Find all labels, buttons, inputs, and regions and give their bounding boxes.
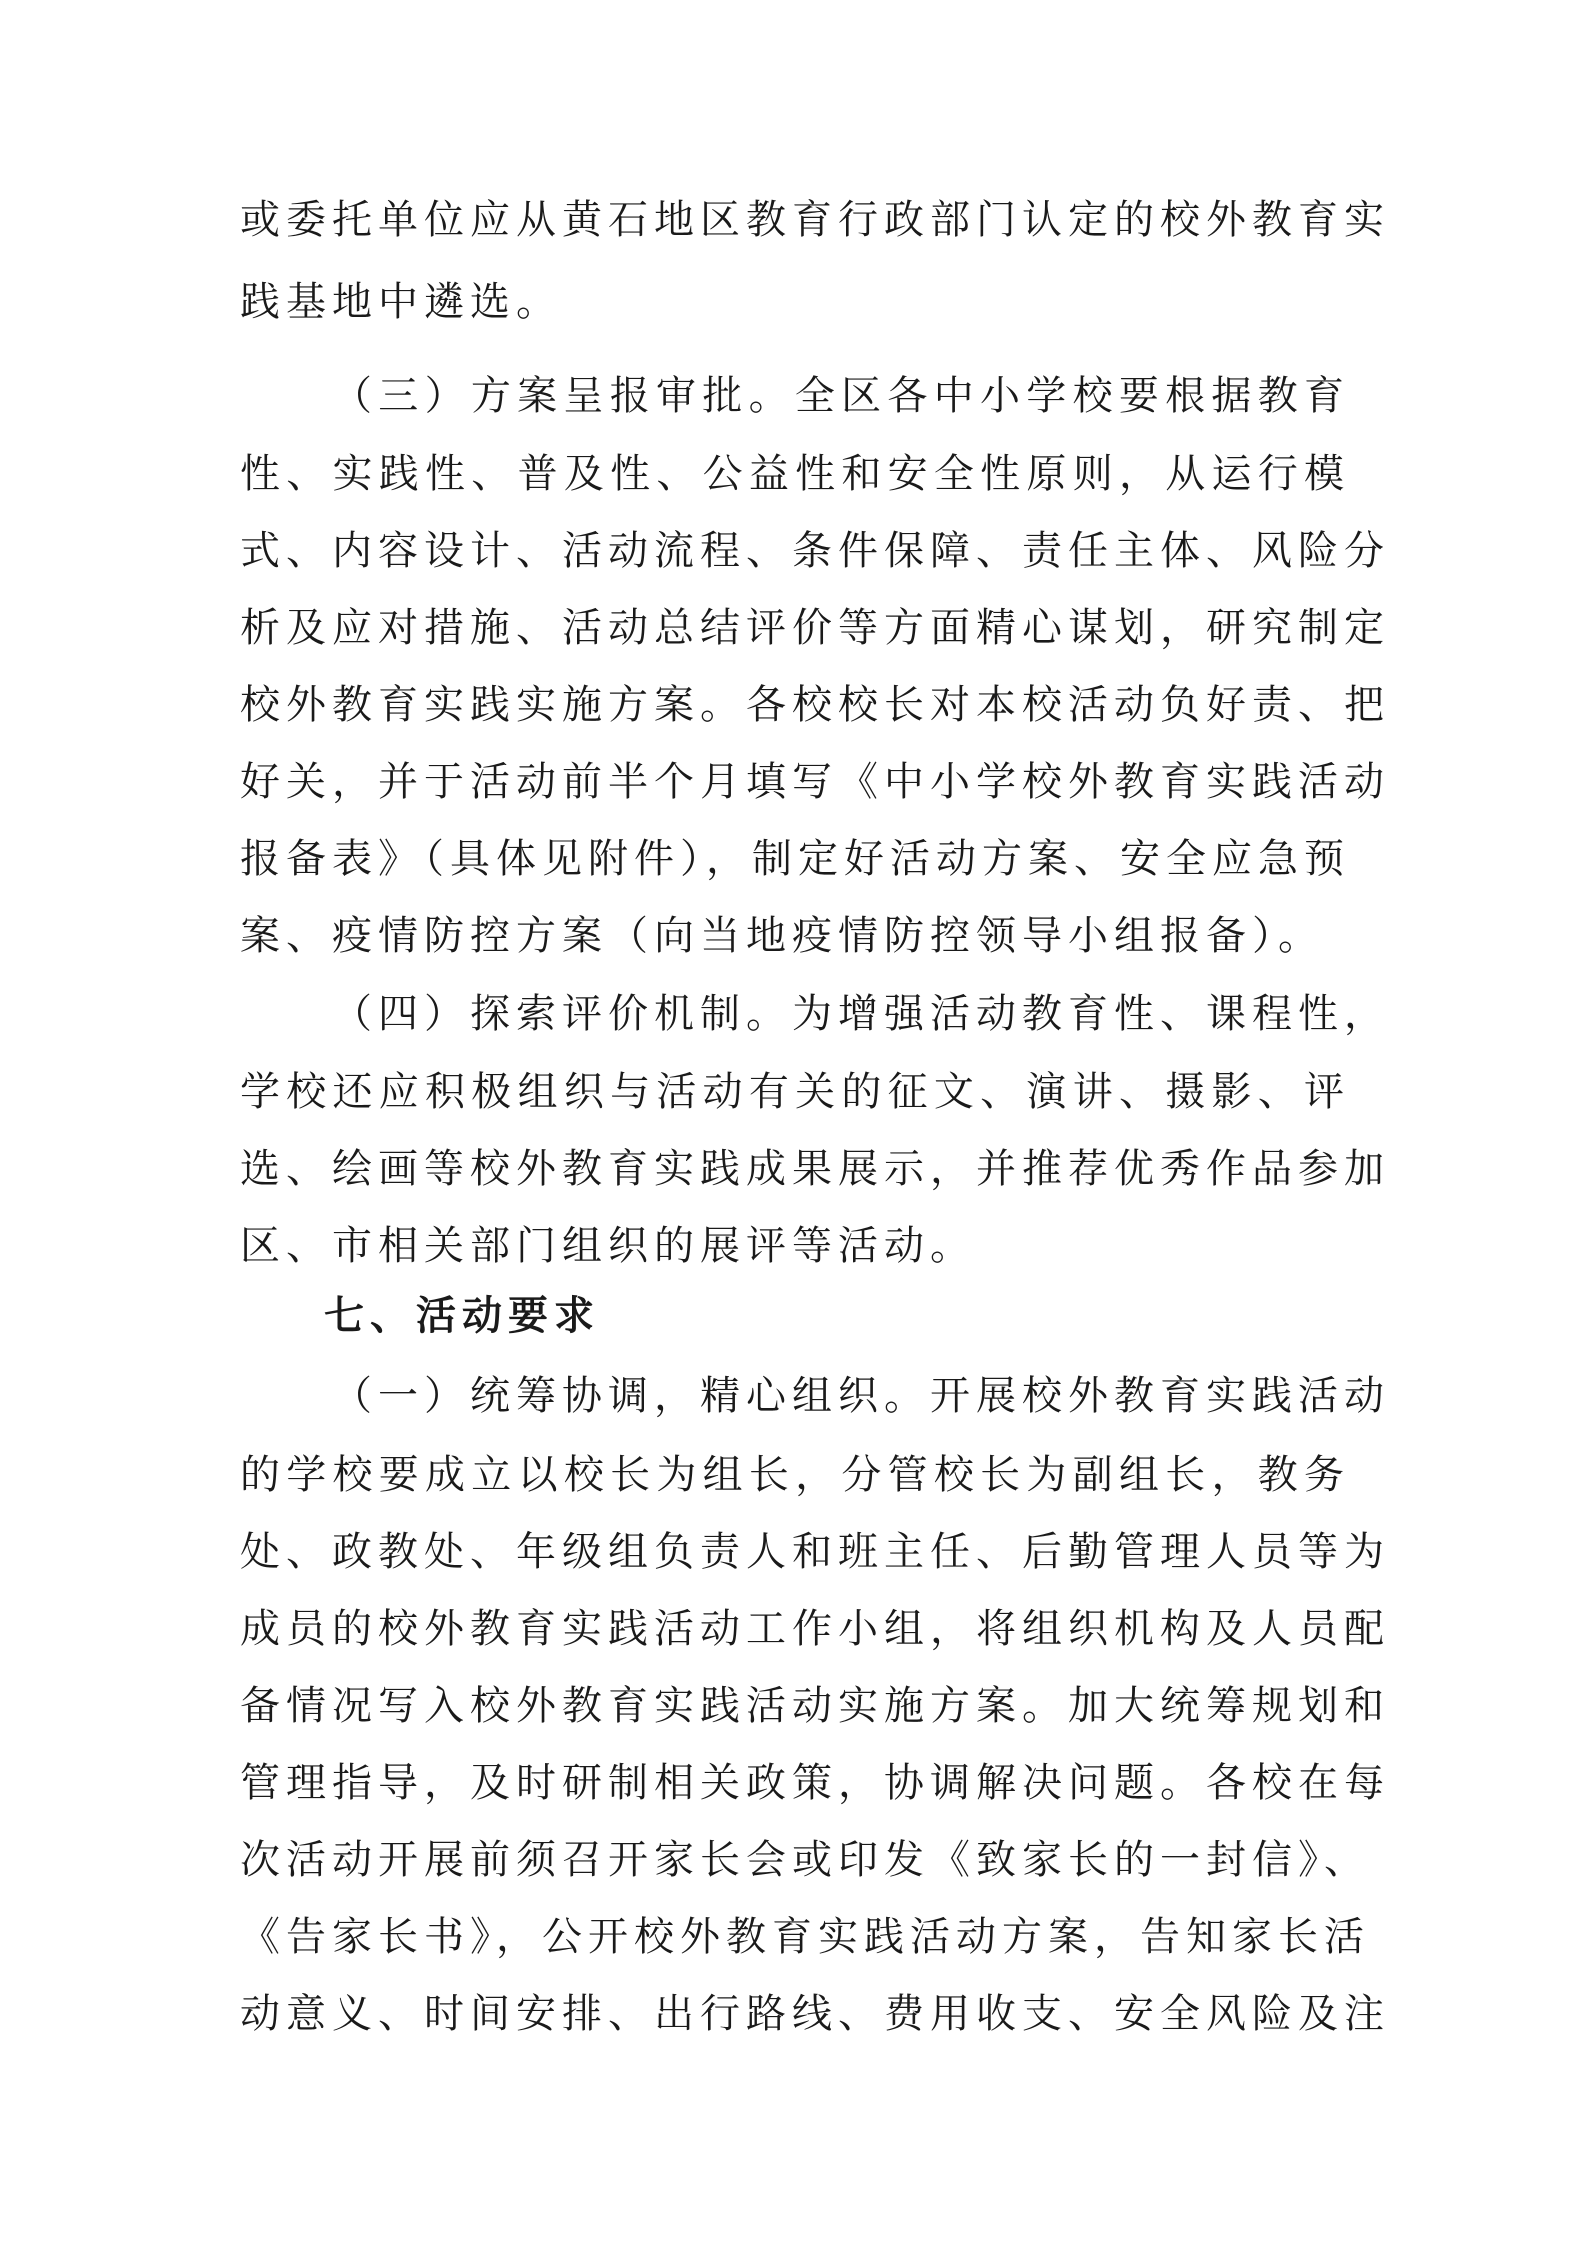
text-line: 的学校要成立以校长为组长，分管校长为副组长，教务: [240, 1452, 1350, 1498]
section-heading-seven: 七、活动要求: [324, 1293, 600, 1339]
text-line: 备情况写入校外教育实践活动实施方案。加大统筹规划和: [240, 1683, 1390, 1729]
section-three-lead: （三）方案呈报审批。全区各中小学校要根据教育: [332, 373, 1350, 419]
text-line: 性、实践性、普及性、公益性和安全性原则，从运行模: [240, 451, 1350, 497]
text-line: 选、绘画等校外教育实践成果展示，并推荐优秀作品参加: [240, 1146, 1390, 1192]
text-line: 或委托单位应从黄石地区教育行政部门认定的校外教育实: [240, 197, 1390, 243]
text-line: 处、政教处、年级组负责人和班主任、后勤管理人员等为: [240, 1529, 1390, 1575]
section-four-lead: （四）探索评价机制。为增强活动教育性、课程性，: [332, 991, 1390, 1037]
text-line: 析及应对措施、活动总结评价等方面精心谋划，研究制定: [240, 605, 1390, 651]
text-line: 案、疫情防控方案（向当地疫情防控领导小组报备）。: [240, 913, 1324, 959]
text-line: 区、市相关部门组织的展评等活动。: [240, 1223, 976, 1269]
text-line: 成员的校外教育实践活动工作小组，将组织机构及人员配: [240, 1606, 1390, 1652]
text-line: 校外教育实践实施方案。各校校长对本校活动负好责、把: [240, 682, 1390, 728]
text-line: 次活动开展前须召开家长会或印发《致家长的一封信》、: [240, 1837, 1370, 1883]
subsection-one-lead: （一）统筹协调，精心组织。开展校外教育实践活动: [332, 1373, 1390, 1419]
text-line: 学校还应积极组织与活动有关的征文、演讲、摄影、评: [240, 1069, 1350, 1115]
text-line: 报备表》（具体见附件），制定好活动方案、安全应急预: [240, 836, 1350, 882]
text-line: 好关，并于活动前半个月填写《中小学校外教育实践活动: [240, 759, 1390, 805]
text-line: 《告家长书》，公开校外教育实践活动方案，告知家长活: [240, 1914, 1370, 1960]
text-line: 动意义、时间安排、出行路线、费用收支、安全风险及注: [240, 1991, 1390, 2037]
text-line: 践基地中遴选。: [240, 279, 562, 325]
text-line: 管理指导，及时研制相关政策，协调解决问题。各校在每: [240, 1760, 1390, 1806]
text-line: 式、内容设计、活动流程、条件保障、责任主体、风险分: [240, 528, 1390, 574]
